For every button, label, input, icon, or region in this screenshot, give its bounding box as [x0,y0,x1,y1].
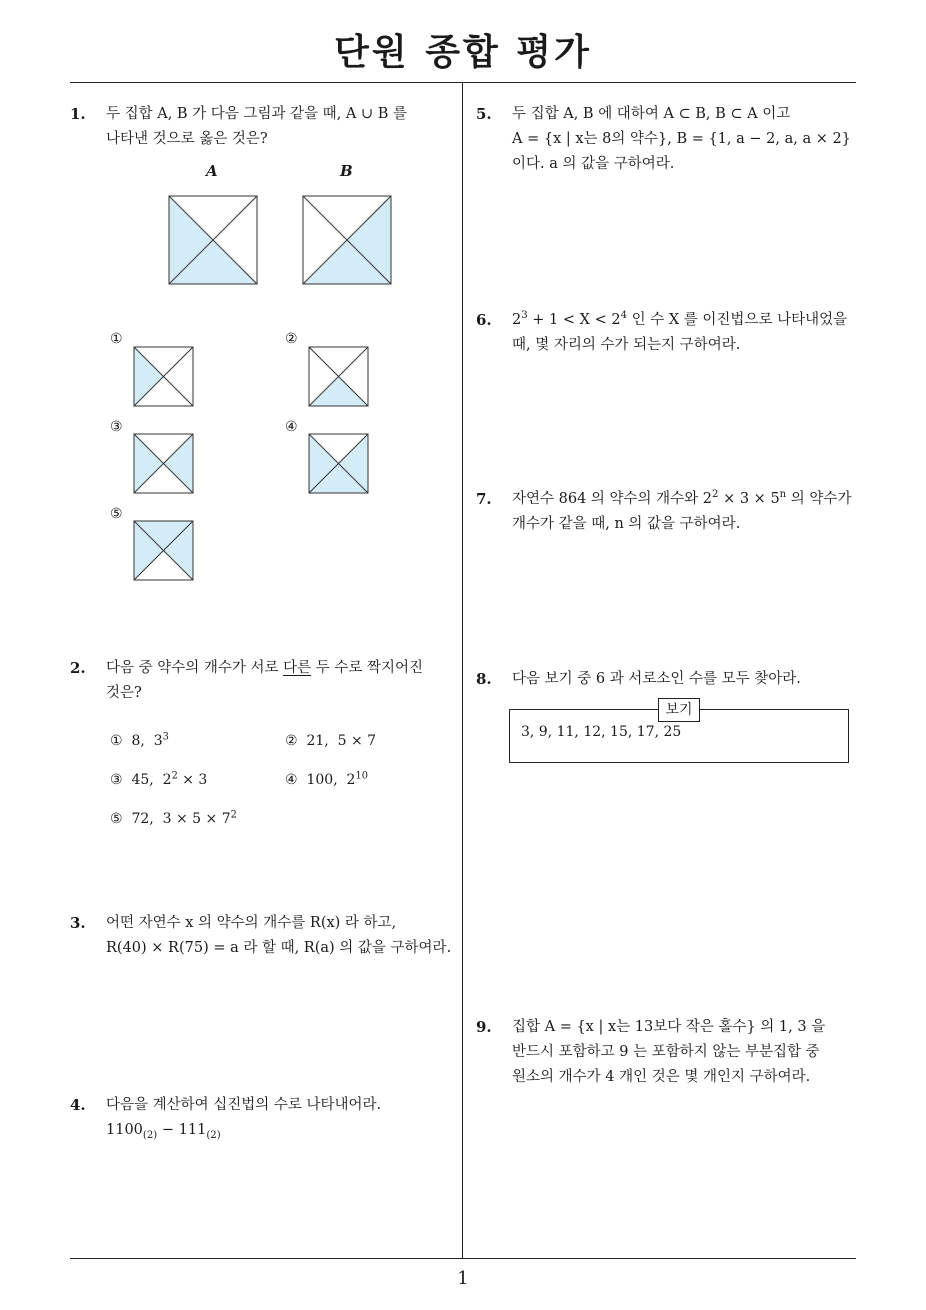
text-segment: × 3 × 5 [718,491,780,507]
underlined-word: 다른 [283,660,312,676]
problem-text-line [106,656,455,681]
problem-number: 5. [476,105,492,123]
option-2-mark[interactable]: ② [285,331,298,347]
text-segment: 의 약수가 [786,491,852,507]
problem-text-line: 다음 보기 중 6 과 서로소인 수를 모두 찾아라. [512,671,801,687]
option-5-diagram[interactable] [133,520,194,581]
text-segment: 인 수 X 를 이진법으로 나타내었을 [627,312,848,328]
option-1[interactable] [110,733,169,749]
problem-text-line: 다음을 계산하여 십진법의 수로 나타내어라. [106,1097,382,1113]
exponent: 2 [230,809,237,821]
problem-text-line: A = {x | x는 8의 약수}, B = {1, a − 2, a, a × 2} [512,131,851,147]
option-value: 2 [162,772,172,788]
option-mark: ① [110,733,123,749]
problem-text-line: 개수가 같을 때, n 의 값을 구하여라. [512,516,741,532]
text-segment: 다음 중 약수의 개수가 서로 [106,660,284,676]
bogi-content: 3, 9, 11, 12, 15, 17, 25 [521,724,682,740]
exponent: n [779,489,787,501]
option-mark: ⑤ [110,811,123,827]
problem-7 [476,487,856,537]
option-1-diagram[interactable] [133,346,194,407]
option-5-mark[interactable]: ⑤ [110,506,123,522]
column-divider [462,83,463,1258]
problem-2 [70,656,455,706]
problem-number: 8. [476,670,492,688]
option-mark: ③ [110,772,123,788]
problem-text-line [512,487,856,512]
option-value: 3 × 5 × 7 [162,811,231,827]
exponent: 2 [712,489,719,501]
problem-text-line: 어떤 자연수 x 의 약수의 개수를 R(x) 라 하고, [106,915,397,931]
set-b-diagram [302,195,392,285]
text-segment: + 1 < X < 2 [527,312,621,328]
set-b-label: B [340,162,353,180]
page-number: 1 [457,1268,469,1289]
problem-text-line: 집합 A = {x | x는 13보다 작은 홀수} 의 1, 3 을 [512,1019,826,1035]
option-4[interactable] [285,772,368,788]
text-segment: 2 [512,312,522,328]
option-value: 21, [306,733,329,749]
problem-5 [476,102,856,177]
problem-number: 2. [70,659,86,677]
problem-number: 6. [476,311,492,329]
problem-number: 9. [476,1018,492,1036]
problem-text-line: 원소의 개수가 4 개인 것은 몇 개인지 구하여라. [512,1069,811,1085]
option-4-mark[interactable]: ④ [285,419,298,435]
option-2-diagram[interactable] [308,346,369,407]
problem-number: 4. [70,1096,86,1114]
problem-text-line: 때, 몇 자리의 수가 되는지 구하여라. [512,337,741,353]
problem-8 [476,667,856,692]
problem-3 [70,911,462,961]
option-mark: ② [285,733,298,749]
bogi-label: 보기 [658,698,700,722]
option-value: 8, [131,733,145,749]
text-segment: 두 수로 짝지어진 [311,660,424,676]
problem-text-line: 것은? [106,685,142,701]
option-1-mark[interactable]: ① [110,331,123,347]
option-value: 2 [346,772,356,788]
option-5[interactable] [110,811,237,827]
operator: − [157,1122,179,1138]
option-value: 100, [306,772,338,788]
problem-text-line [512,308,856,333]
problem-1 [70,102,455,152]
base-subscript: (2) [142,1129,158,1141]
exponent: 2 [171,770,178,782]
page-title: 단원 종합 평가 [334,32,592,73]
option-2[interactable] [285,733,376,749]
option-4-diagram[interactable] [308,433,369,494]
problem-9 [476,1015,856,1090]
text-segment: 자연수 864 의 약수의 개수와 2 [512,491,713,507]
exponent: 3 [162,731,169,743]
problem-number: 7. [476,490,492,508]
option-3-mark[interactable]: ③ [110,419,123,435]
problem-text-line: 두 집합 A, B 에 대하여 A ⊂ B, B ⊂ A 이고 [512,106,791,122]
option-value: 45, [131,772,154,788]
option-value: × 3 [177,772,208,788]
problem-4 [70,1093,455,1143]
option-3-diagram[interactable] [133,433,194,494]
exponent: 3 [521,310,528,322]
option-3[interactable] [110,772,207,788]
option-mark: ④ [285,772,298,788]
set-a-label: A [206,162,218,180]
problem-text-line: 나타낸 것으로 옳은 것은? [106,131,268,147]
expression [106,1118,455,1143]
bottom-rule [70,1258,856,1259]
top-rule [70,82,856,83]
problem-text-line: R(40) × R(75) = a 라 할 때, R(a) 의 값을 구하여라. [106,940,452,956]
problem-text-line: 두 집합 A, B 가 다음 그림과 같을 때, A ∪ B 를 [106,106,408,122]
problem-text-line: 반드시 포함하고 9 는 포함하지 않는 부분집합 중 [512,1044,820,1060]
exponent: 10 [355,770,368,782]
exponent: 4 [620,310,628,322]
operand: 111 [178,1122,207,1138]
option-value: 5 × 7 [337,733,377,749]
problem-text-line: 이다. a 의 값을 구하여라. [512,156,675,172]
operand: 1100 [106,1122,143,1138]
set-a-diagram [168,195,258,285]
option-value: 3 [153,733,163,749]
problem-6 [476,308,856,358]
problem-number: 1. [70,105,86,123]
option-value: 72, [131,811,154,827]
base-subscript: (2) [206,1129,221,1141]
problem-number: 3. [70,914,86,932]
